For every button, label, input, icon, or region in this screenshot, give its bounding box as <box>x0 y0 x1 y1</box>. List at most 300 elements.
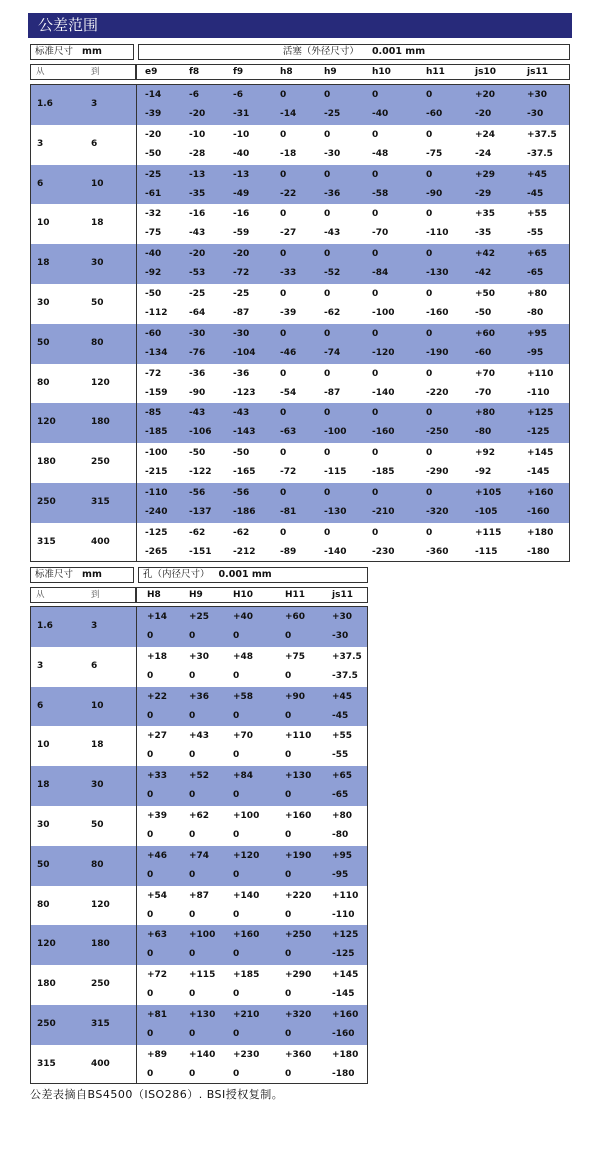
lower-deviation: -90 <box>426 188 443 199</box>
upper-deviation: +160 <box>285 811 312 821</box>
upper-deviation: 0 <box>280 328 287 339</box>
lower-deviation: 0 <box>233 830 240 840</box>
upper-deviation: 0 <box>280 448 287 459</box>
shaft-size-unit: mm <box>82 46 102 57</box>
table-row <box>31 85 569 125</box>
lower-deviation: -76 <box>189 347 206 358</box>
lower-deviation: -60 <box>475 347 492 358</box>
size-to: 250 <box>91 457 110 468</box>
lower-deviation: -92 <box>145 268 162 279</box>
upper-deviation: +48 <box>233 651 254 662</box>
upper-deviation: 0 <box>324 90 331 100</box>
lower-deviation: -50 <box>145 148 162 159</box>
upper-deviation: +110 <box>332 890 359 901</box>
upper-deviation: -72 <box>145 368 162 379</box>
upper-deviation: 0 <box>426 488 433 498</box>
source-footnote: 公差表摘自BS4500（ISO286）. BSI授权复制。 <box>30 1088 284 1101</box>
size-from: 180 <box>37 457 56 468</box>
upper-deviation: -20 <box>145 129 162 140</box>
size-to: 6 <box>91 660 98 671</box>
lower-deviation: -60 <box>426 109 443 119</box>
lower-deviation: -18 <box>280 148 297 159</box>
upper-deviation: +40 <box>233 612 254 622</box>
lower-deviation: -54 <box>280 387 297 398</box>
lower-deviation: 0 <box>285 989 292 1000</box>
upper-deviation: -60 <box>145 328 162 339</box>
lower-deviation: -160 <box>527 507 550 517</box>
lower-deviation: -290 <box>426 467 449 478</box>
size-from: 10 <box>37 740 50 751</box>
shaft-column-headers <box>136 64 570 80</box>
lower-deviation: -40 <box>372 109 389 119</box>
upper-deviation: 0 <box>324 448 331 459</box>
lower-deviation: -64 <box>189 308 206 318</box>
upper-deviation: +50 <box>475 289 496 299</box>
lower-deviation: -120 <box>372 347 395 358</box>
upper-deviation: 0 <box>372 249 379 260</box>
lower-deviation: -122 <box>189 467 212 478</box>
size-from: 3 <box>37 138 44 149</box>
upper-deviation: 0 <box>426 289 433 299</box>
upper-deviation: +90 <box>285 691 306 702</box>
lower-deviation: -100 <box>324 427 347 438</box>
upper-deviation: 0 <box>280 368 287 379</box>
lower-deviation: 0 <box>147 830 154 840</box>
upper-deviation: +160 <box>233 930 260 941</box>
lower-deviation: -40 <box>233 148 250 159</box>
table-row <box>31 965 367 1005</box>
table-row <box>31 523 569 563</box>
lower-deviation: -123 <box>233 387 256 398</box>
lower-deviation: 0 <box>189 989 196 1000</box>
upper-deviation: +39 <box>147 811 168 821</box>
upper-deviation: +110 <box>527 368 554 379</box>
upper-deviation: +100 <box>233 811 260 821</box>
lower-deviation: -87 <box>233 308 250 318</box>
shaft-column-header: h11 <box>426 67 445 77</box>
hole-column-header: js11 <box>332 590 353 600</box>
lower-deviation: 0 <box>147 750 154 761</box>
upper-deviation: -6 <box>189 90 199 100</box>
lower-deviation: -30 <box>332 631 349 641</box>
hole-size-label-box <box>30 567 134 583</box>
upper-deviation: +125 <box>527 408 554 419</box>
size-to: 30 <box>91 258 104 269</box>
size-from: 1.6 <box>37 99 53 109</box>
lower-deviation: 0 <box>233 1029 240 1039</box>
upper-deviation: +180 <box>332 1049 359 1060</box>
hole-column-header: H10 <box>233 590 254 600</box>
upper-deviation: +89 <box>147 1049 168 1060</box>
upper-deviation: +29 <box>475 169 496 180</box>
upper-deviation: +55 <box>527 209 548 220</box>
upper-deviation: +55 <box>332 731 353 742</box>
table-row <box>31 324 569 364</box>
upper-deviation: -56 <box>189 488 206 498</box>
lower-deviation: -151 <box>189 546 212 557</box>
hole-header-label: 孔（内径尺寸） <box>143 569 210 580</box>
upper-deviation: +185 <box>233 970 260 981</box>
shaft-column-header: f8 <box>189 67 200 77</box>
upper-deviation: +30 <box>332 612 353 622</box>
upper-deviation: +70 <box>233 731 254 742</box>
upper-deviation: 0 <box>324 129 331 140</box>
hole-from-label: 从 <box>36 590 45 600</box>
upper-deviation: 0 <box>426 90 433 100</box>
upper-deviation: +45 <box>527 169 548 180</box>
upper-deviation: +190 <box>285 850 312 861</box>
lower-deviation: -160 <box>372 427 395 438</box>
table-row <box>31 204 569 244</box>
lower-deviation: -230 <box>372 546 395 557</box>
lower-deviation: -110 <box>332 909 355 920</box>
lower-deviation: 0 <box>285 1029 292 1039</box>
size-from: 180 <box>37 979 56 990</box>
lower-deviation: -48 <box>372 148 389 159</box>
size-from: 18 <box>37 780 50 791</box>
lower-deviation: 0 <box>189 869 196 880</box>
upper-deviation: 0 <box>324 488 331 498</box>
size-from: 6 <box>37 700 44 711</box>
shaft-from-to-header <box>30 64 136 80</box>
lower-deviation: -24 <box>475 148 492 159</box>
lower-deviation: -320 <box>426 507 449 517</box>
upper-deviation: +125 <box>332 930 359 941</box>
upper-deviation: +110 <box>285 731 312 742</box>
lower-deviation: -137 <box>189 507 212 517</box>
lower-deviation: 0 <box>189 710 196 721</box>
upper-deviation: +25 <box>189 612 210 622</box>
lower-deviation: -20 <box>189 109 206 119</box>
lower-deviation: -92 <box>475 467 492 478</box>
lower-deviation: -43 <box>189 228 206 239</box>
upper-deviation: 0 <box>372 328 379 339</box>
lower-deviation: -50 <box>475 308 492 318</box>
lower-deviation: -125 <box>527 427 550 438</box>
upper-deviation: +180 <box>527 527 554 538</box>
upper-deviation: 0 <box>324 408 331 419</box>
upper-deviation: +140 <box>233 890 260 901</box>
lower-deviation: 0 <box>285 631 292 641</box>
upper-deviation: +60 <box>285 612 306 622</box>
upper-deviation: -36 <box>189 368 206 379</box>
lower-deviation: -125 <box>332 949 355 960</box>
upper-deviation: 0 <box>426 209 433 220</box>
lower-deviation: -35 <box>475 228 492 239</box>
size-from: 1.6 <box>37 621 53 631</box>
lower-deviation: 0 <box>233 790 240 801</box>
upper-deviation: +70 <box>475 368 496 379</box>
lower-deviation: 0 <box>189 750 196 761</box>
table-row <box>31 443 569 483</box>
upper-deviation: +360 <box>285 1049 312 1060</box>
upper-deviation: -25 <box>189 289 206 299</box>
lower-deviation: -140 <box>324 546 347 557</box>
lower-deviation: -55 <box>332 750 349 761</box>
lower-deviation: -130 <box>426 268 449 279</box>
size-from: 250 <box>37 497 56 507</box>
upper-deviation: +80 <box>527 289 548 299</box>
shaft-from-label: 从 <box>36 67 45 77</box>
upper-deviation: +72 <box>147 970 168 981</box>
upper-deviation: -20 <box>233 249 250 260</box>
hole-column-header: H9 <box>189 590 203 600</box>
upper-deviation: 0 <box>426 448 433 459</box>
lower-deviation: -145 <box>332 989 355 1000</box>
lower-deviation: 0 <box>189 790 196 801</box>
size-to: 3 <box>91 621 98 631</box>
upper-deviation: +58 <box>233 691 254 702</box>
upper-deviation: +140 <box>189 1049 216 1060</box>
lower-deviation: -212 <box>233 546 256 557</box>
size-to: 180 <box>91 417 110 428</box>
upper-deviation: 0 <box>372 289 379 299</box>
lower-deviation: 0 <box>147 1029 154 1039</box>
size-to: 10 <box>91 700 104 711</box>
lower-deviation: 0 <box>147 1068 154 1079</box>
size-to: 180 <box>91 939 110 950</box>
upper-deviation: -40 <box>145 249 162 260</box>
upper-deviation: +120 <box>233 850 260 861</box>
upper-deviation: +130 <box>189 1010 216 1020</box>
upper-deviation: +145 <box>527 448 554 459</box>
upper-deviation: 0 <box>280 129 287 140</box>
upper-deviation: -50 <box>145 289 162 299</box>
shaft-column-header: js10 <box>475 67 496 77</box>
lower-deviation: -143 <box>233 427 256 438</box>
lower-deviation: 0 <box>285 710 292 721</box>
lower-deviation: -89 <box>280 546 297 557</box>
lower-deviation: -115 <box>475 546 498 557</box>
upper-deviation: +130 <box>285 771 312 782</box>
upper-deviation: 0 <box>372 129 379 140</box>
lower-deviation: -115 <box>324 467 347 478</box>
lower-deviation: 0 <box>285 949 292 960</box>
shaft-column-header: f9 <box>233 67 244 77</box>
lower-deviation: -210 <box>372 507 395 517</box>
upper-deviation: -50 <box>233 448 250 459</box>
lower-deviation: -81 <box>280 507 297 517</box>
lower-deviation: -90 <box>189 387 206 398</box>
lower-deviation: 0 <box>189 631 196 641</box>
upper-deviation: 0 <box>324 169 331 180</box>
upper-deviation: 0 <box>426 169 433 180</box>
size-to: 10 <box>91 178 104 189</box>
upper-deviation: +115 <box>189 970 216 981</box>
upper-deviation: 0 <box>372 90 379 100</box>
upper-deviation: 0 <box>280 289 287 299</box>
upper-deviation: -30 <box>233 328 250 339</box>
size-to: 315 <box>91 497 110 507</box>
lower-deviation: -95 <box>527 347 544 358</box>
upper-deviation: +84 <box>233 771 254 782</box>
upper-deviation: 0 <box>426 527 433 538</box>
upper-deviation: +65 <box>332 771 353 782</box>
lower-deviation: 0 <box>233 631 240 641</box>
size-from: 30 <box>37 820 50 830</box>
table-row <box>31 607 367 647</box>
upper-deviation: -13 <box>233 169 250 180</box>
upper-deviation: -62 <box>189 527 206 538</box>
size-to: 250 <box>91 979 110 990</box>
upper-deviation: -125 <box>145 527 168 538</box>
lower-deviation: -84 <box>372 268 389 279</box>
upper-deviation: -13 <box>189 169 206 180</box>
size-to: 18 <box>91 218 104 229</box>
size-from: 120 <box>37 939 56 950</box>
lower-deviation: -33 <box>280 268 297 279</box>
upper-deviation: +100 <box>189 930 216 941</box>
lower-deviation: 0 <box>189 1068 196 1079</box>
lower-deviation: -130 <box>324 507 347 517</box>
lower-deviation: 0 <box>147 790 154 801</box>
size-from: 3 <box>37 660 44 671</box>
size-to: 50 <box>91 820 104 830</box>
upper-deviation: +87 <box>189 890 210 901</box>
lower-deviation: 0 <box>233 670 240 681</box>
size-from: 250 <box>37 1019 56 1029</box>
lower-deviation: 0 <box>233 909 240 920</box>
lower-deviation: -87 <box>324 387 341 398</box>
upper-deviation: -20 <box>189 249 206 260</box>
size-from: 10 <box>37 218 50 229</box>
shaft-to-label: 到 <box>91 67 100 77</box>
lower-deviation: 0 <box>189 949 196 960</box>
upper-deviation: 0 <box>426 368 433 379</box>
size-to: 3 <box>91 99 98 109</box>
upper-deviation: +62 <box>189 811 210 821</box>
upper-deviation: 0 <box>426 408 433 419</box>
size-from: 50 <box>37 859 50 870</box>
upper-deviation: +95 <box>332 850 353 861</box>
lower-deviation: -39 <box>145 109 162 119</box>
upper-deviation: 0 <box>280 90 287 100</box>
upper-deviation: +35 <box>475 209 496 220</box>
lower-deviation: -250 <box>426 427 449 438</box>
page-title: 公差范围 <box>28 13 572 38</box>
size-to: 120 <box>91 899 110 910</box>
hole-size-unit: mm <box>82 569 102 580</box>
hole-header-unit: 0.001 mm <box>218 569 272 580</box>
upper-deviation: -56 <box>233 488 250 498</box>
upper-deviation: +22 <box>147 691 168 702</box>
lower-deviation: 0 <box>147 989 154 1000</box>
upper-deviation: 0 <box>372 527 379 538</box>
table-row <box>31 647 367 687</box>
upper-deviation: -30 <box>189 328 206 339</box>
upper-deviation: +75 <box>285 651 306 662</box>
upper-deviation: -10 <box>233 129 250 140</box>
lower-deviation: -43 <box>324 228 341 239</box>
upper-deviation: +54 <box>147 890 168 901</box>
hole-column-header: H8 <box>147 590 161 600</box>
upper-deviation: +95 <box>527 328 548 339</box>
table-row <box>31 846 367 886</box>
upper-deviation: -14 <box>145 90 162 100</box>
lower-deviation: 0 <box>147 869 154 880</box>
size-to: 400 <box>91 1058 110 1069</box>
lower-deviation: -70 <box>475 387 492 398</box>
upper-deviation: 0 <box>372 209 379 220</box>
shaft-column-header: e9 <box>145 67 158 77</box>
upper-deviation: +46 <box>147 850 168 861</box>
lower-deviation: -110 <box>426 228 449 239</box>
lower-deviation: -31 <box>233 109 250 119</box>
lower-deviation: -61 <box>145 188 162 199</box>
lower-deviation: 0 <box>147 670 154 681</box>
upper-deviation: +24 <box>475 129 496 140</box>
lower-deviation: -35 <box>189 188 206 199</box>
size-from: 120 <box>37 417 56 428</box>
lower-deviation: -186 <box>233 507 256 517</box>
hole-column-headers <box>136 587 368 603</box>
lower-deviation: -65 <box>527 268 544 279</box>
lower-deviation: -22 <box>280 188 297 199</box>
upper-deviation: 0 <box>324 527 331 538</box>
upper-deviation: +80 <box>332 811 353 821</box>
upper-deviation: 0 <box>372 408 379 419</box>
lower-deviation: -185 <box>372 467 395 478</box>
upper-deviation: +43 <box>189 731 210 742</box>
upper-deviation: 0 <box>324 368 331 379</box>
upper-deviation: +250 <box>285 930 312 941</box>
lower-deviation: -160 <box>426 308 449 318</box>
size-to: 30 <box>91 780 104 791</box>
upper-deviation: -16 <box>233 209 250 220</box>
lower-deviation: -59 <box>233 228 250 239</box>
upper-deviation: +18 <box>147 651 168 662</box>
upper-deviation: 0 <box>280 169 287 180</box>
upper-deviation: +27 <box>147 731 168 742</box>
lower-deviation: -39 <box>280 308 297 318</box>
upper-deviation: +37.5 <box>332 651 362 662</box>
lower-deviation: 0 <box>233 710 240 721</box>
upper-deviation: +30 <box>189 651 210 662</box>
lower-deviation: 0 <box>189 830 196 840</box>
upper-deviation: -32 <box>145 209 162 220</box>
lower-deviation: -14 <box>280 109 297 119</box>
upper-deviation: +14 <box>147 612 168 622</box>
table-row <box>31 806 367 846</box>
upper-deviation: +33 <box>147 771 168 782</box>
size-to: 315 <box>91 1019 110 1029</box>
lower-deviation: -185 <box>145 427 168 438</box>
upper-deviation: 0 <box>280 408 287 419</box>
lower-deviation: 0 <box>147 631 154 641</box>
table-row <box>31 886 367 926</box>
upper-deviation: -85 <box>145 408 162 419</box>
size-from: 18 <box>37 258 50 269</box>
hole-header-box <box>138 567 368 583</box>
size-to: 120 <box>91 377 110 388</box>
shaft-column-header: js11 <box>527 67 548 77</box>
upper-deviation: -110 <box>145 488 168 498</box>
table-row <box>31 244 569 284</box>
upper-deviation: +65 <box>527 249 548 260</box>
lower-deviation: -110 <box>527 387 550 398</box>
lower-deviation: 0 <box>285 790 292 801</box>
lower-deviation: -80 <box>475 427 492 438</box>
size-from: 80 <box>37 899 50 910</box>
shaft-header-label: 活塞（外径尺寸） <box>282 46 359 57</box>
upper-deviation: +36 <box>189 691 210 702</box>
lower-deviation: 0 <box>233 869 240 880</box>
size-to: 400 <box>91 536 110 547</box>
upper-deviation: -10 <box>189 129 206 140</box>
upper-deviation: -50 <box>189 448 206 459</box>
upper-deviation: -25 <box>233 289 250 299</box>
upper-deviation: 0 <box>426 129 433 140</box>
